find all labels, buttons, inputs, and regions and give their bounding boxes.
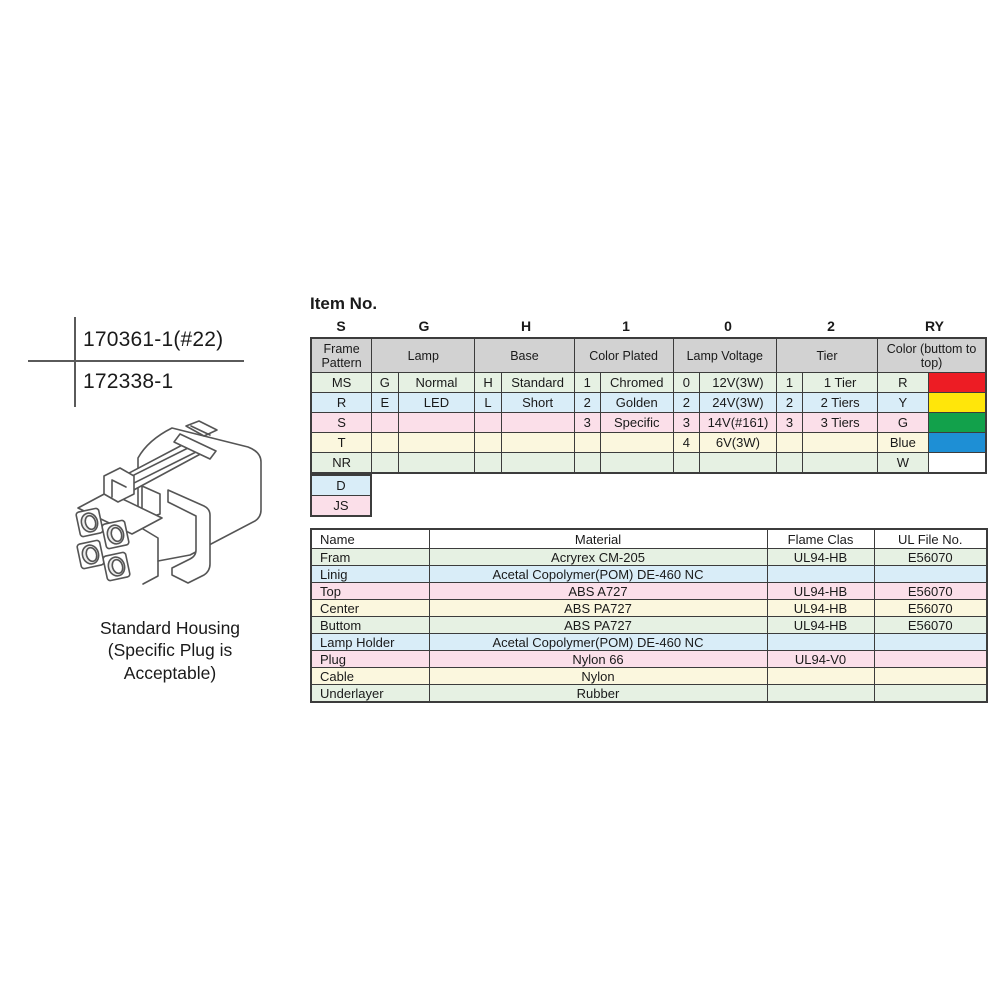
material-cell	[874, 651, 987, 668]
material-cell: UL94-HB	[767, 583, 874, 600]
frame-pattern-extra-cell: JS	[311, 496, 371, 517]
material-cell: Fram	[311, 549, 429, 566]
table-row	[311, 475, 371, 496]
table-row	[311, 393, 986, 413]
item-code-frame: S	[336, 318, 346, 334]
part-number-secondary: 172338-1	[83, 370, 174, 393]
material-cell	[767, 668, 874, 685]
material-header-cell: Material	[429, 529, 767, 549]
item-cell: 1 Tier	[803, 373, 878, 393]
item-code-base: H	[520, 318, 532, 334]
item-header-cell: Color (buttom to top)	[878, 338, 986, 373]
part-number-divider-vertical	[74, 317, 76, 407]
material-cell: Lamp Holder	[311, 634, 429, 651]
item-cell: 2	[673, 393, 699, 413]
material-cell	[874, 668, 987, 685]
item-cell: MS	[311, 373, 372, 393]
table-row	[311, 566, 987, 583]
material-cell	[874, 634, 987, 651]
table-row	[311, 617, 987, 634]
material-cell: ABS PA727	[429, 617, 767, 634]
item-cell: 4	[673, 433, 699, 453]
table-row	[311, 583, 987, 600]
item-header-cell: Lamp Voltage	[673, 338, 776, 373]
table-row	[311, 634, 987, 651]
item-cell: R	[878, 373, 929, 393]
item-cell: 2	[574, 393, 600, 413]
table-row	[311, 413, 986, 433]
item-cell: 6V(3W)	[699, 433, 776, 453]
item-code-row	[310, 318, 987, 334]
material-header-cell: Flame Clas	[767, 529, 874, 549]
material-cell: Nylon 66	[429, 651, 767, 668]
item-cell	[776, 453, 802, 474]
item-cell	[372, 413, 398, 433]
item-cell: 3 Tiers	[803, 413, 878, 433]
material-cell: E56070	[874, 583, 987, 600]
item-code-color: RY	[925, 318, 944, 334]
item-cell	[372, 433, 398, 453]
item-cell: 12V(3W)	[699, 373, 776, 393]
table-row	[311, 453, 986, 474]
item-cell: Chromed	[600, 373, 673, 393]
material-cell: Acryrex CM-205	[429, 549, 767, 566]
item-cell: 3	[776, 413, 802, 433]
color-swatch-green	[928, 413, 986, 433]
item-cell: 3	[673, 413, 699, 433]
item-code-lamp: G	[418, 318, 430, 334]
item-header-cell: Base	[475, 338, 574, 373]
item-header-cell: Tier	[776, 338, 877, 373]
item-cell: 3	[574, 413, 600, 433]
item-cell: Y	[878, 393, 929, 413]
item-table	[310, 337, 987, 474]
material-cell: UL94-V0	[767, 651, 874, 668]
item-cell: Short	[501, 393, 574, 413]
table-row	[311, 668, 987, 685]
table-row	[311, 685, 987, 703]
item-cell: E	[372, 393, 398, 413]
material-cell: E56070	[874, 617, 987, 634]
item-cell: Normal	[398, 373, 475, 393]
item-header-cell: Frame Pattern	[311, 338, 372, 373]
material-cell	[767, 685, 874, 703]
material-cell	[767, 634, 874, 651]
item-cell: Specific	[600, 413, 673, 433]
item-cell: R	[311, 393, 372, 413]
item-cell	[475, 433, 501, 453]
item-cell	[475, 413, 501, 433]
item-cell: L	[475, 393, 501, 413]
item-code-voltage: 0	[724, 318, 732, 334]
material-cell: E56070	[874, 600, 987, 617]
item-cell	[673, 453, 699, 474]
color-swatch-white	[928, 453, 986, 474]
material-cell: Plug	[311, 651, 429, 668]
material-cell: ABS A727	[429, 583, 767, 600]
item-cell: 2 Tiers	[803, 393, 878, 413]
item-header-cell: Color Plated	[574, 338, 673, 373]
item-cell: H	[475, 373, 501, 393]
table-row	[311, 549, 987, 566]
item-cell	[699, 453, 776, 474]
item-code-plated: 1	[622, 318, 630, 334]
item-cell: W	[878, 453, 929, 474]
material-cell: UL94-HB	[767, 549, 874, 566]
material-cell: UL94-HB	[767, 617, 874, 634]
material-cell: E56070	[874, 549, 987, 566]
item-cell: 14V(#161)	[699, 413, 776, 433]
item-cell	[398, 453, 475, 474]
material-header-row	[311, 529, 987, 549]
housing-caption-line-1: Standard Housing	[99, 618, 241, 638]
material-cell: Acetal Copolymer(POM) DE-460 NC	[429, 634, 767, 651]
material-cell	[874, 566, 987, 583]
part-number-primary: 170361-1(#22)	[83, 328, 224, 351]
item-cell	[398, 413, 475, 433]
color-swatch-yellow	[928, 393, 986, 413]
material-cell: Linig	[311, 566, 429, 583]
item-cell	[803, 453, 878, 474]
item-cell: G	[878, 413, 929, 433]
item-cell: Golden	[600, 393, 673, 413]
item-cell	[501, 453, 574, 474]
item-cell: 1	[776, 373, 802, 393]
housing-caption-line-2: (Specific Plug is	[107, 640, 233, 661]
item-cell: LED	[398, 393, 475, 413]
item-cell	[600, 433, 673, 453]
item-cell	[600, 453, 673, 474]
table-row	[311, 496, 371, 517]
item-cell: Blue	[878, 433, 929, 453]
housing-caption-line-3: Acceptable)	[123, 662, 217, 683]
item-cell	[475, 453, 501, 474]
material-table	[310, 528, 988, 703]
material-cell: Top	[311, 583, 429, 600]
material-header-cell: Name	[311, 529, 429, 549]
item-cell: 24V(3W)	[699, 393, 776, 413]
item-cell	[398, 433, 475, 453]
item-cell	[574, 453, 600, 474]
item-cell: T	[311, 433, 372, 453]
housing-caption	[50, 617, 290, 684]
item-header-row	[311, 338, 986, 373]
frame-pattern-extra-table	[310, 474, 372, 517]
material-cell: Underlayer	[311, 685, 429, 703]
color-swatch-red	[928, 373, 986, 393]
table-row	[311, 373, 986, 393]
material-header-cell: UL File No.	[874, 529, 987, 549]
material-cell: Buttom	[311, 617, 429, 634]
part-number-divider-horizontal	[28, 360, 244, 362]
item-no-title: Item No.	[310, 294, 378, 313]
item-cell	[501, 433, 574, 453]
item-cell	[372, 453, 398, 474]
material-cell: UL94-HB	[767, 600, 874, 617]
material-cell: Cable	[311, 668, 429, 685]
housing-drawing	[68, 420, 273, 595]
item-cell	[574, 433, 600, 453]
item-cell: G	[372, 373, 398, 393]
item-cell: Standard	[501, 373, 574, 393]
item-cell: S	[311, 413, 372, 433]
item-cell: 0	[673, 373, 699, 393]
item-cell: NR	[311, 453, 372, 474]
frame-pattern-extra-cell: D	[311, 475, 371, 496]
item-cell	[501, 413, 574, 433]
table-row	[311, 651, 987, 668]
table-row	[311, 600, 987, 617]
material-cell: Center	[311, 600, 429, 617]
table-row	[311, 433, 986, 453]
material-cell	[874, 685, 987, 703]
material-cell	[767, 566, 874, 583]
item-cell: 1	[574, 373, 600, 393]
material-cell: ABS PA727	[429, 600, 767, 617]
item-header-cell: Lamp	[372, 338, 475, 373]
material-cell: Acetal Copolymer(POM) DE-460 NC	[429, 566, 767, 583]
item-cell	[776, 433, 802, 453]
item-cell	[803, 433, 878, 453]
material-cell: Rubber	[429, 685, 767, 703]
material-cell: Nylon	[429, 668, 767, 685]
color-swatch-blue	[928, 433, 986, 453]
item-cell: 2	[776, 393, 802, 413]
item-code-tier: 2	[827, 318, 835, 334]
